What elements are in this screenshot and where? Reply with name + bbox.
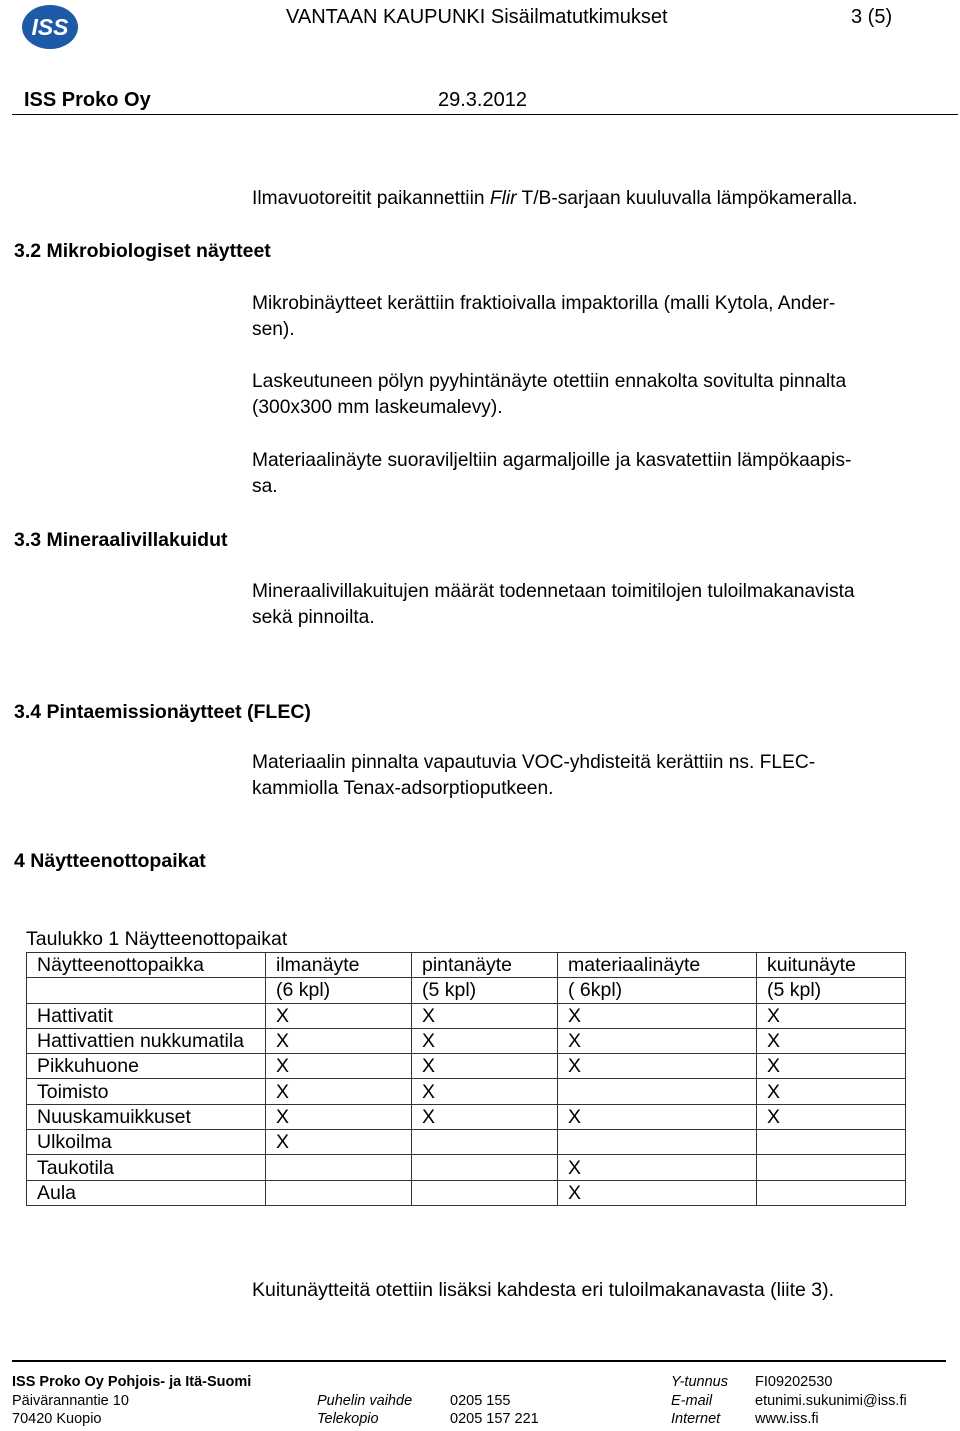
table-cell: Näytteenottopaikka bbox=[27, 953, 266, 978]
table-cell: (6 kpl) bbox=[266, 978, 412, 1003]
footer-fax: 0205 157 221 bbox=[450, 1411, 539, 1427]
table-cell: X bbox=[266, 1104, 412, 1129]
table-cell: X bbox=[757, 1079, 906, 1104]
footer-fax-label: Telekopio bbox=[317, 1411, 379, 1427]
table-cell: ( 6kpl) bbox=[558, 978, 757, 1003]
footer-divider bbox=[12, 1360, 946, 1362]
paragraph-impactor: Mikrobinäytteet kerättiin fraktioivalla impaktorilla (malli Kytola, Ander- sen). bbox=[252, 293, 836, 340]
table-cell: Aula bbox=[27, 1180, 266, 1205]
footer-internet-label: Internet bbox=[671, 1411, 721, 1427]
table-row bbox=[27, 1003, 906, 1028]
table-cell: kuitunäyte bbox=[757, 953, 906, 978]
footer-email: etunimi.sukunimi@iss.fi bbox=[755, 1393, 907, 1409]
table-cell bbox=[412, 1180, 558, 1205]
table-cell: X bbox=[558, 1054, 757, 1079]
header-divider bbox=[12, 114, 958, 115]
table-cell: (5 kpl) bbox=[412, 978, 558, 1003]
table-cell bbox=[412, 1155, 558, 1180]
table-cell: X bbox=[757, 1028, 906, 1053]
table-cell: Toimisto bbox=[27, 1079, 266, 1104]
table-cell bbox=[266, 1180, 412, 1205]
footer-address-street: Päivärannantie 10 bbox=[12, 1393, 129, 1409]
footer-phone: 0205 155 bbox=[450, 1393, 511, 1409]
table-cell: pintanäyte bbox=[412, 953, 558, 978]
table-cell: Hattivatit bbox=[27, 1003, 266, 1028]
table-row bbox=[27, 1155, 906, 1180]
table-cell: X bbox=[412, 1003, 558, 1028]
table-cell bbox=[558, 1130, 757, 1155]
footer-internet: www.iss.fi bbox=[755, 1411, 819, 1427]
table-cell: X bbox=[266, 1003, 412, 1028]
table-cell: X bbox=[558, 1003, 757, 1028]
company-name: ISS Proko Oy bbox=[24, 89, 151, 111]
table-cell: Ulkoilma bbox=[27, 1130, 266, 1155]
table-cell: X bbox=[558, 1028, 757, 1053]
table-cell: X bbox=[266, 1130, 412, 1155]
table-caption: Taulukko 1 Näytteenottopaikat bbox=[26, 928, 288, 950]
footer-ytunnus: FI09202530 bbox=[755, 1374, 833, 1390]
table-cell: X bbox=[412, 1054, 558, 1079]
table-cell: (5 kpl) bbox=[757, 978, 906, 1003]
table-cell: X bbox=[757, 1054, 906, 1079]
paragraph-dust-wipe: Laskeutuneen pölyn pyyhintänäyte otettiin ennakolta sovitulta pinnalta (300x300 mm laskeumalevy). bbox=[252, 371, 847, 418]
table-cell: X bbox=[266, 1028, 412, 1053]
iss-logo bbox=[20, 2, 80, 52]
fiber-sample-note: Kuitunäytteitä otettiin lisäksi kahdesta eri tuloilmakanavasta (liite 3). bbox=[252, 1279, 835, 1301]
page-number: 3 (5) bbox=[851, 6, 893, 28]
table-count-row bbox=[27, 978, 906, 1003]
table-cell bbox=[757, 1180, 906, 1205]
table-cell: ilmanäyte bbox=[266, 953, 412, 978]
table-cell bbox=[558, 1079, 757, 1104]
table-row bbox=[27, 1028, 906, 1053]
table-cell bbox=[27, 978, 266, 1003]
document-date: 29.3.2012 bbox=[438, 89, 527, 111]
table-cell bbox=[412, 1130, 558, 1155]
sampling-locations-table bbox=[26, 952, 906, 1206]
table-row bbox=[27, 1180, 906, 1205]
table-cell: X bbox=[412, 1079, 558, 1104]
table-cell: Hattivattien nukkumatila bbox=[27, 1028, 266, 1053]
table-header-row bbox=[27, 953, 906, 978]
table-cell: X bbox=[558, 1180, 757, 1205]
intro-paragraph: Ilmavuotoreitit paikannettiin Flir T/B-sarjaan kuuluvalla lämpökameralla. bbox=[252, 188, 858, 209]
footer-address-city: 70420 Kuopio bbox=[12, 1411, 102, 1427]
paragraph-flec: Materiaalin pinnalta vapautuvia VOC-yhdisteitä kerättiin ns. FLEC- kammiolla Tenax-adsorptioputkeen. bbox=[252, 752, 816, 799]
heading-4: 4 Näytteenottopaikat bbox=[14, 850, 206, 872]
table-cell: materiaalinäyte bbox=[558, 953, 757, 978]
table-cell: X bbox=[558, 1155, 757, 1180]
heading-3-2: 3.2 Mikrobiologiset näytteet bbox=[14, 240, 271, 262]
footer-ytunnus-label: Y-tunnus bbox=[671, 1374, 728, 1390]
table-cell: X bbox=[757, 1003, 906, 1028]
table-cell: X bbox=[266, 1054, 412, 1079]
footer-email-label: E-mail bbox=[671, 1393, 713, 1409]
table-cell: Pikkuhuone bbox=[27, 1054, 266, 1079]
footer-phone-label: Puhelin vaihde bbox=[317, 1393, 413, 1409]
heading-3-3: 3.3 Mineraalivillakuidut bbox=[14, 529, 228, 551]
table-cell: X bbox=[757, 1104, 906, 1129]
table-cell bbox=[757, 1130, 906, 1155]
table-cell: Taukotila bbox=[27, 1155, 266, 1180]
table-row bbox=[27, 1104, 906, 1129]
paragraph-material-sample: Materiaalinäyte suoraviljeltiin agarmaljoille ja kasvatettiin lämpökaapis- sa. bbox=[252, 450, 852, 497]
table-cell bbox=[757, 1155, 906, 1180]
table-row bbox=[27, 1130, 906, 1155]
document-title: VANTAAN KAUPUNKI Sisäilmatutkimukset bbox=[286, 6, 668, 28]
table-cell: X bbox=[558, 1104, 757, 1129]
table-cell: X bbox=[412, 1028, 558, 1053]
table-cell bbox=[266, 1155, 412, 1180]
table-cell: X bbox=[412, 1104, 558, 1129]
table-cell: X bbox=[266, 1079, 412, 1104]
heading-3-4: 3.4 Pintaemissionäytteet (FLEC) bbox=[14, 701, 311, 723]
svg-text:ISS: ISS bbox=[31, 14, 69, 40]
paragraph-mineral-wool: Mineraalivillakuitujen määrät todennetaan toimitilojen tuloilmakanavista sekä pinnoilta. bbox=[252, 581, 855, 628]
table-row bbox=[27, 1079, 906, 1104]
table-cell: Nuuskamuikkuset bbox=[27, 1104, 266, 1129]
footer-org: ISS Proko Oy Pohjois- ja Itä-Suomi bbox=[12, 1374, 252, 1390]
table-row bbox=[27, 1054, 906, 1079]
